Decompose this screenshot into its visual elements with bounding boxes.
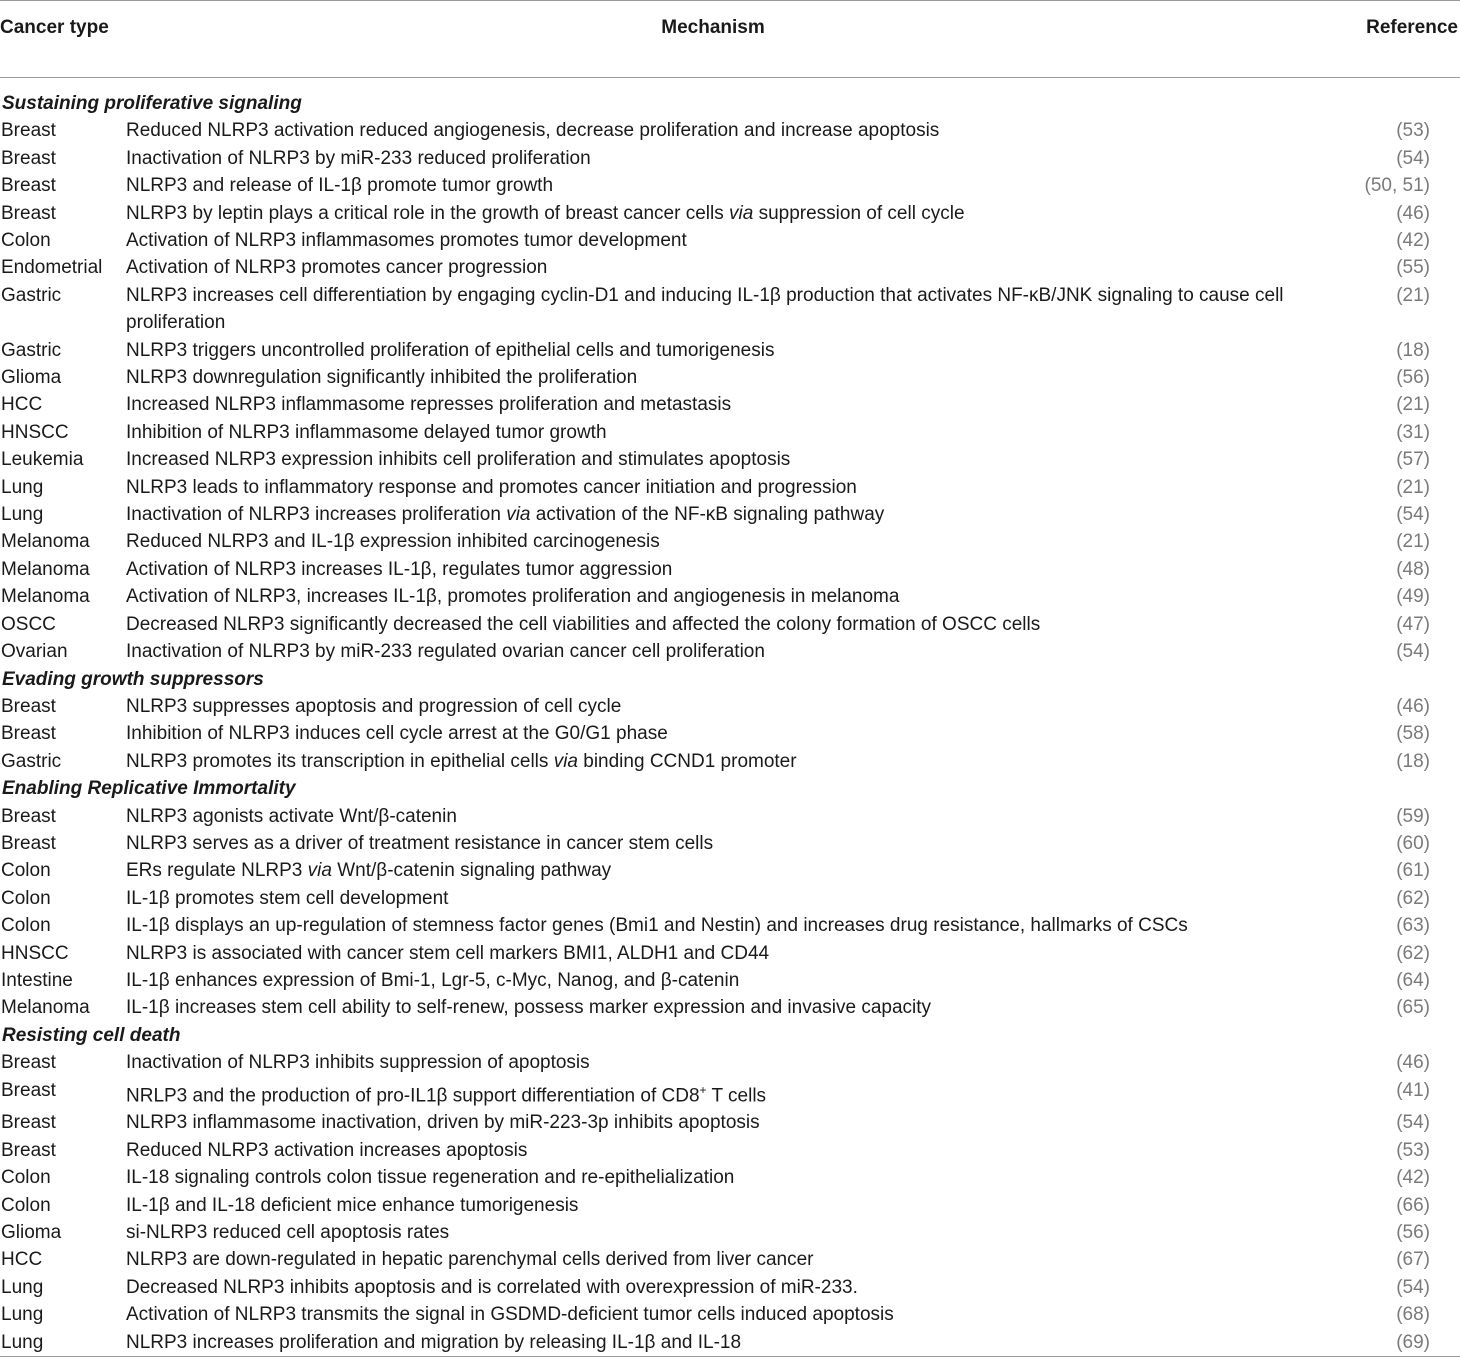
cell-cancer-type: Glioma: [1, 367, 62, 389]
cell-cancer-type: Melanoma: [1, 558, 90, 580]
cell-cancer-type: Lung: [1, 1276, 44, 1298]
cell-mechanism: IL-18 signaling controls colon tissue regeneration and re-epithelialization: [126, 1167, 735, 1189]
cell-cancer-type: Lung: [1, 1331, 44, 1353]
cell-cancer-type: OSCC: [1, 613, 56, 635]
cell-cancer-type: Lung: [1, 476, 44, 498]
cell-mechanism: NLRP3 increases proliferation and migration by releasing IL-1β and IL-18: [126, 1331, 742, 1353]
table-row: [0, 1109, 1460, 1136]
table-row: [0, 1137, 1460, 1164]
cell-cancer-type: Melanoma: [1, 997, 90, 1019]
header-cancer-type: Cancer type: [0, 17, 109, 38]
cell-cancer-type: Colon: [1, 887, 51, 909]
table-row: [0, 720, 1460, 747]
table-row: [0, 1192, 1460, 1219]
cell-reference: (55): [1396, 257, 1430, 279]
cell-mechanism: NLRP3 leads to inflammatory response and promotes cancer initiation and progression: [126, 476, 857, 498]
table-row: [0, 611, 1460, 638]
cell-reference: (49): [1396, 586, 1430, 608]
cell-reference: (42): [1396, 1167, 1430, 1189]
cell-mechanism: NLRP3 suppresses apoptosis and progression of cell cycle: [126, 695, 622, 717]
table-row: [0, 1219, 1460, 1246]
cell-reference: (54): [1396, 1112, 1430, 1134]
cell-cancer-type: Breast: [1, 147, 56, 169]
cell-mechanism: Reduced NLRP3 and IL-1β expression inhibited carcinogenesis: [126, 531, 660, 553]
cell-cancer-type: Intestine: [1, 969, 73, 991]
table-row: [0, 172, 1460, 199]
table-row: [0, 145, 1460, 172]
cell-reference: (68): [1396, 1304, 1430, 1326]
table-row: [0, 528, 1460, 555]
cell-reference: (46): [1396, 1052, 1430, 1074]
cell-mechanism: NLRP3 by leptin plays a critical role in the growth of breast cancer cells via suppression of cell cycle: [126, 202, 965, 224]
cell-cancer-type: HNSCC: [1, 421, 69, 443]
cell-cancer-type: Lung: [1, 504, 44, 526]
cell-mechanism: Inactivation of NLRP3 inhibits suppression of apoptosis: [126, 1052, 590, 1074]
table-row: [0, 364, 1460, 391]
cell-mechanism: Activation of NLRP3 inflammasomes promotes tumor development: [126, 230, 687, 252]
cell-reference: (57): [1396, 449, 1430, 471]
table-header: [0, 1, 1460, 77]
cell-reference: (54): [1396, 641, 1430, 663]
table-row: [0, 638, 1460, 665]
bottom-rule: [0, 1356, 1460, 1357]
cell-cancer-type: Breast: [1, 723, 56, 745]
cell-mechanism: Inactivation of NLRP3 by miR-233 reduced proliferation: [126, 147, 591, 169]
cell-mechanism: Inactivation of NLRP3 increases proliferation via activation of the NF-κB signaling pathway: [126, 504, 885, 526]
cell-mechanism: NLRP3 triggers uncontrolled proliferation of epithelial cells and tumorigenesis: [126, 339, 775, 361]
cell-cancer-type: Gastric: [1, 339, 62, 361]
cell-cancer-type: Breast: [1, 202, 56, 224]
cell-reference: (63): [1396, 915, 1430, 937]
cell-cancer-type: Breast: [1, 1139, 56, 1161]
cell-cancer-type: Colon: [1, 915, 51, 937]
table-row: [0, 446, 1460, 473]
cell-cancer-type: Breast: [1, 695, 56, 717]
table-row: [0, 583, 1460, 610]
cell-cancer-type: HCC: [1, 1249, 43, 1271]
cell-mechanism: Inactivation of NLRP3 by miR-233 regulated ovarian cancer cell proliferation: [126, 641, 765, 663]
table-row: [0, 227, 1460, 254]
table-row: [0, 556, 1460, 583]
cell-mechanism: IL-1β displays an up-regulation of stemness factor genes (Bmi1 and Nestin) and increases drug resistance, hallmarks of CSCs: [126, 915, 1188, 937]
cell-mechanism: Activation of NLRP3 transmits the signal in GSDMD-deficient tumor cells induced apoptosis: [126, 1304, 894, 1326]
cell-reference: (46): [1396, 202, 1430, 224]
cell-cancer-type: Leukemia: [1, 449, 84, 471]
cell-mechanism: Decreased NLRP3 significantly decreased the cell viabilities and affected the colony formation of OSCC cells: [126, 613, 1041, 635]
cell-cancer-type: Breast: [1, 832, 56, 854]
table-row: [0, 857, 1460, 884]
cell-cancer-type: Colon: [1, 1194, 51, 1216]
table-body: [0, 78, 1460, 1356]
cell-cancer-type: Breast: [1, 1112, 56, 1134]
table-row: [0, 1164, 1460, 1191]
cell-cancer-type: Breast: [1, 805, 56, 827]
cell-cancer-type: Colon: [1, 1167, 51, 1189]
table-row: [0, 337, 1460, 364]
cell-reference: (67): [1396, 1249, 1430, 1271]
table-row: [0, 1301, 1460, 1328]
table-row: [0, 940, 1460, 967]
table-row: [0, 1077, 1460, 1110]
cell-cancer-type: Colon: [1, 230, 51, 252]
cell-mechanism: NLRP3 downregulation significantly inhibited the proliferation: [126, 367, 638, 389]
table-row: [0, 391, 1460, 418]
table-row: [0, 282, 1460, 337]
cell-mechanism: Increased NLRP3 inflammasome represses proliferation and metastasis: [126, 394, 732, 416]
cell-mechanism: Reduced NLRP3 activation increases apoptosis: [126, 1139, 528, 1161]
cell-mechanism: NLRP3 increases cell differentiation by engaging cyclin-D1 and inducing IL-1β production that activates NF-κB/JNK signaling to cause cell proliferation: [126, 284, 1284, 334]
table-row: [0, 117, 1460, 144]
table-row: [0, 748, 1460, 775]
table-row: [0, 1329, 1460, 1356]
cell-reference: (21): [1396, 531, 1430, 553]
cell-cancer-type: Breast: [1, 1052, 56, 1074]
cell-mechanism: NLRP3 agonists activate Wnt/β-catenin: [126, 805, 457, 827]
table-row: [0, 474, 1460, 501]
header-mechanism: Mechanism: [661, 17, 765, 38]
cell-reference: (18): [1396, 339, 1430, 361]
cell-mechanism: Inhibition of NLRP3 inflammasome delayed tumor growth: [126, 421, 607, 443]
cell-reference: (18): [1396, 750, 1430, 772]
table-row: [0, 693, 1460, 720]
cell-mechanism: Activation of NLRP3 increases IL-1β, regulates tumor aggression: [126, 558, 673, 580]
cell-mechanism: Activation of NLRP3, increases IL-1β, promotes proliferation and angiogenesis in melanoma: [126, 586, 900, 608]
cell-reference: (48): [1396, 558, 1430, 580]
section-title: Resisting cell death: [2, 1024, 181, 1046]
cell-reference: (54): [1396, 147, 1430, 169]
cell-reference: (21): [1396, 284, 1430, 306]
cell-reference: (58): [1396, 723, 1430, 745]
cell-cancer-type: Ovarian: [1, 641, 68, 663]
cell-mechanism: NLRP3 is associated with cancer stem cell markers BMI1, ALDH1 and CD44: [126, 942, 770, 964]
cell-cancer-type: HCC: [1, 394, 43, 416]
cell-reference: (69): [1396, 1331, 1430, 1353]
table-row: [0, 967, 1460, 994]
cell-reference: (53): [1396, 120, 1430, 142]
cell-reference: (56): [1396, 1221, 1430, 1243]
cell-mechanism: Activation of NLRP3 promotes cancer progression: [126, 257, 548, 279]
cell-reference: (62): [1396, 887, 1430, 909]
cell-reference: (42): [1396, 230, 1430, 252]
table-row: [0, 254, 1460, 281]
cell-reference: (47): [1396, 613, 1430, 635]
cell-mechanism: Decreased NLRP3 inhibits apoptosis and is correlated with overexpression of miR-233.: [126, 1276, 858, 1298]
cell-reference: (21): [1396, 476, 1430, 498]
cell-cancer-type: HNSCC: [1, 942, 69, 964]
cell-mechanism: NLRP3 inflammasome inactivation, driven by miR-223-3p inhibits apoptosis: [126, 1112, 760, 1134]
cell-mechanism: IL-1β and IL-18 deficient mice enhance tumorigenesis: [126, 1194, 579, 1216]
cell-cancer-type: Colon: [1, 860, 51, 882]
table-row: [0, 419, 1460, 446]
cell-reference: (66): [1396, 1194, 1430, 1216]
cell-reference: (46): [1396, 695, 1430, 717]
table-row: [0, 803, 1460, 830]
cell-reference: (54): [1396, 504, 1430, 526]
cell-reference: (64): [1396, 969, 1430, 991]
cell-reference: (53): [1396, 1139, 1430, 1161]
cell-cancer-type: Breast: [1, 175, 56, 197]
cell-mechanism: Increased NLRP3 expression inhibits cell proliferation and stimulates apoptosis: [126, 449, 791, 471]
cell-reference: (54): [1396, 1276, 1430, 1298]
cell-mechanism: IL-1β increases stem cell ability to self-renew, possess marker expression and invasive capacity: [126, 997, 932, 1019]
cell-reference: (21): [1396, 394, 1430, 416]
header-reference: Reference: [1366, 17, 1458, 38]
section-title: Enabling Replicative Immortality: [2, 778, 296, 800]
cell-reference: (60): [1396, 832, 1430, 854]
cell-mechanism: NLRP3 are down-regulated in hepatic parenchymal cells derived from liver cancer: [126, 1249, 814, 1271]
cell-cancer-type: Melanoma: [1, 531, 90, 553]
table-row: [0, 200, 1460, 227]
cell-mechanism: NLRP3 promotes its transcription in epithelial cells via binding CCND1 promoter: [126, 750, 797, 772]
cell-mechanism: NLRP3 and release of IL-1β promote tumor growth: [126, 175, 554, 197]
table-row: [0, 830, 1460, 857]
cell-mechanism: Reduced NLRP3 activation reduced angiogenesis, decrease proliferation and increase apoptosis: [126, 120, 940, 142]
cell-cancer-type: Breast: [1, 120, 56, 142]
cell-reference: (50, 51): [1364, 175, 1430, 197]
cell-mechanism: Inhibition of NLRP3 induces cell cycle arrest at the G0/G1 phase: [126, 723, 668, 745]
cell-reference: (41): [1396, 1079, 1430, 1101]
table-row: [0, 994, 1460, 1021]
cell-reference: (62): [1396, 942, 1430, 964]
cell-reference: (31): [1396, 421, 1430, 443]
cell-mechanism: IL-1β promotes stem cell development: [126, 887, 449, 909]
table-row: [0, 1274, 1460, 1301]
cell-cancer-type: Lung: [1, 1304, 44, 1326]
cell-mechanism: ERs regulate NLRP3 via Wnt/β-catenin signaling pathway: [126, 860, 612, 882]
cell-mechanism: NRLP3 and the production of pro-IL1β support differentiation of CD8+ T cells: [126, 1082, 767, 1106]
section-title: Sustaining proliferative signaling: [2, 93, 302, 114]
table-row: [0, 1049, 1460, 1076]
cell-mechanism: NLRP3 serves as a driver of treatment resistance in cancer stem cells: [126, 832, 714, 854]
cell-cancer-type: Glioma: [1, 1221, 62, 1243]
cell-cancer-type: Breast: [1, 1079, 56, 1101]
section-title: Evading growth suppressors: [2, 668, 264, 690]
cell-cancer-type: Endometrial: [1, 257, 103, 279]
cell-reference: (61): [1396, 860, 1430, 882]
cell-reference: (59): [1396, 805, 1430, 827]
table-row: [0, 1246, 1460, 1273]
cell-cancer-type: Melanoma: [1, 586, 90, 608]
cell-cancer-type: Gastric: [1, 750, 62, 772]
table-row: [0, 912, 1460, 939]
cell-reference: (56): [1396, 367, 1430, 389]
table-row: [0, 501, 1460, 528]
cell-mechanism: si-NLRP3 reduced cell apoptosis rates: [126, 1221, 450, 1243]
cell-reference: (65): [1396, 997, 1430, 1019]
cell-cancer-type: Gastric: [1, 284, 62, 306]
table-row: [0, 885, 1460, 912]
cell-mechanism: IL-1β enhances expression of Bmi-1, Lgr-5, c-Myc, Nanog, and β-catenin: [126, 969, 740, 991]
